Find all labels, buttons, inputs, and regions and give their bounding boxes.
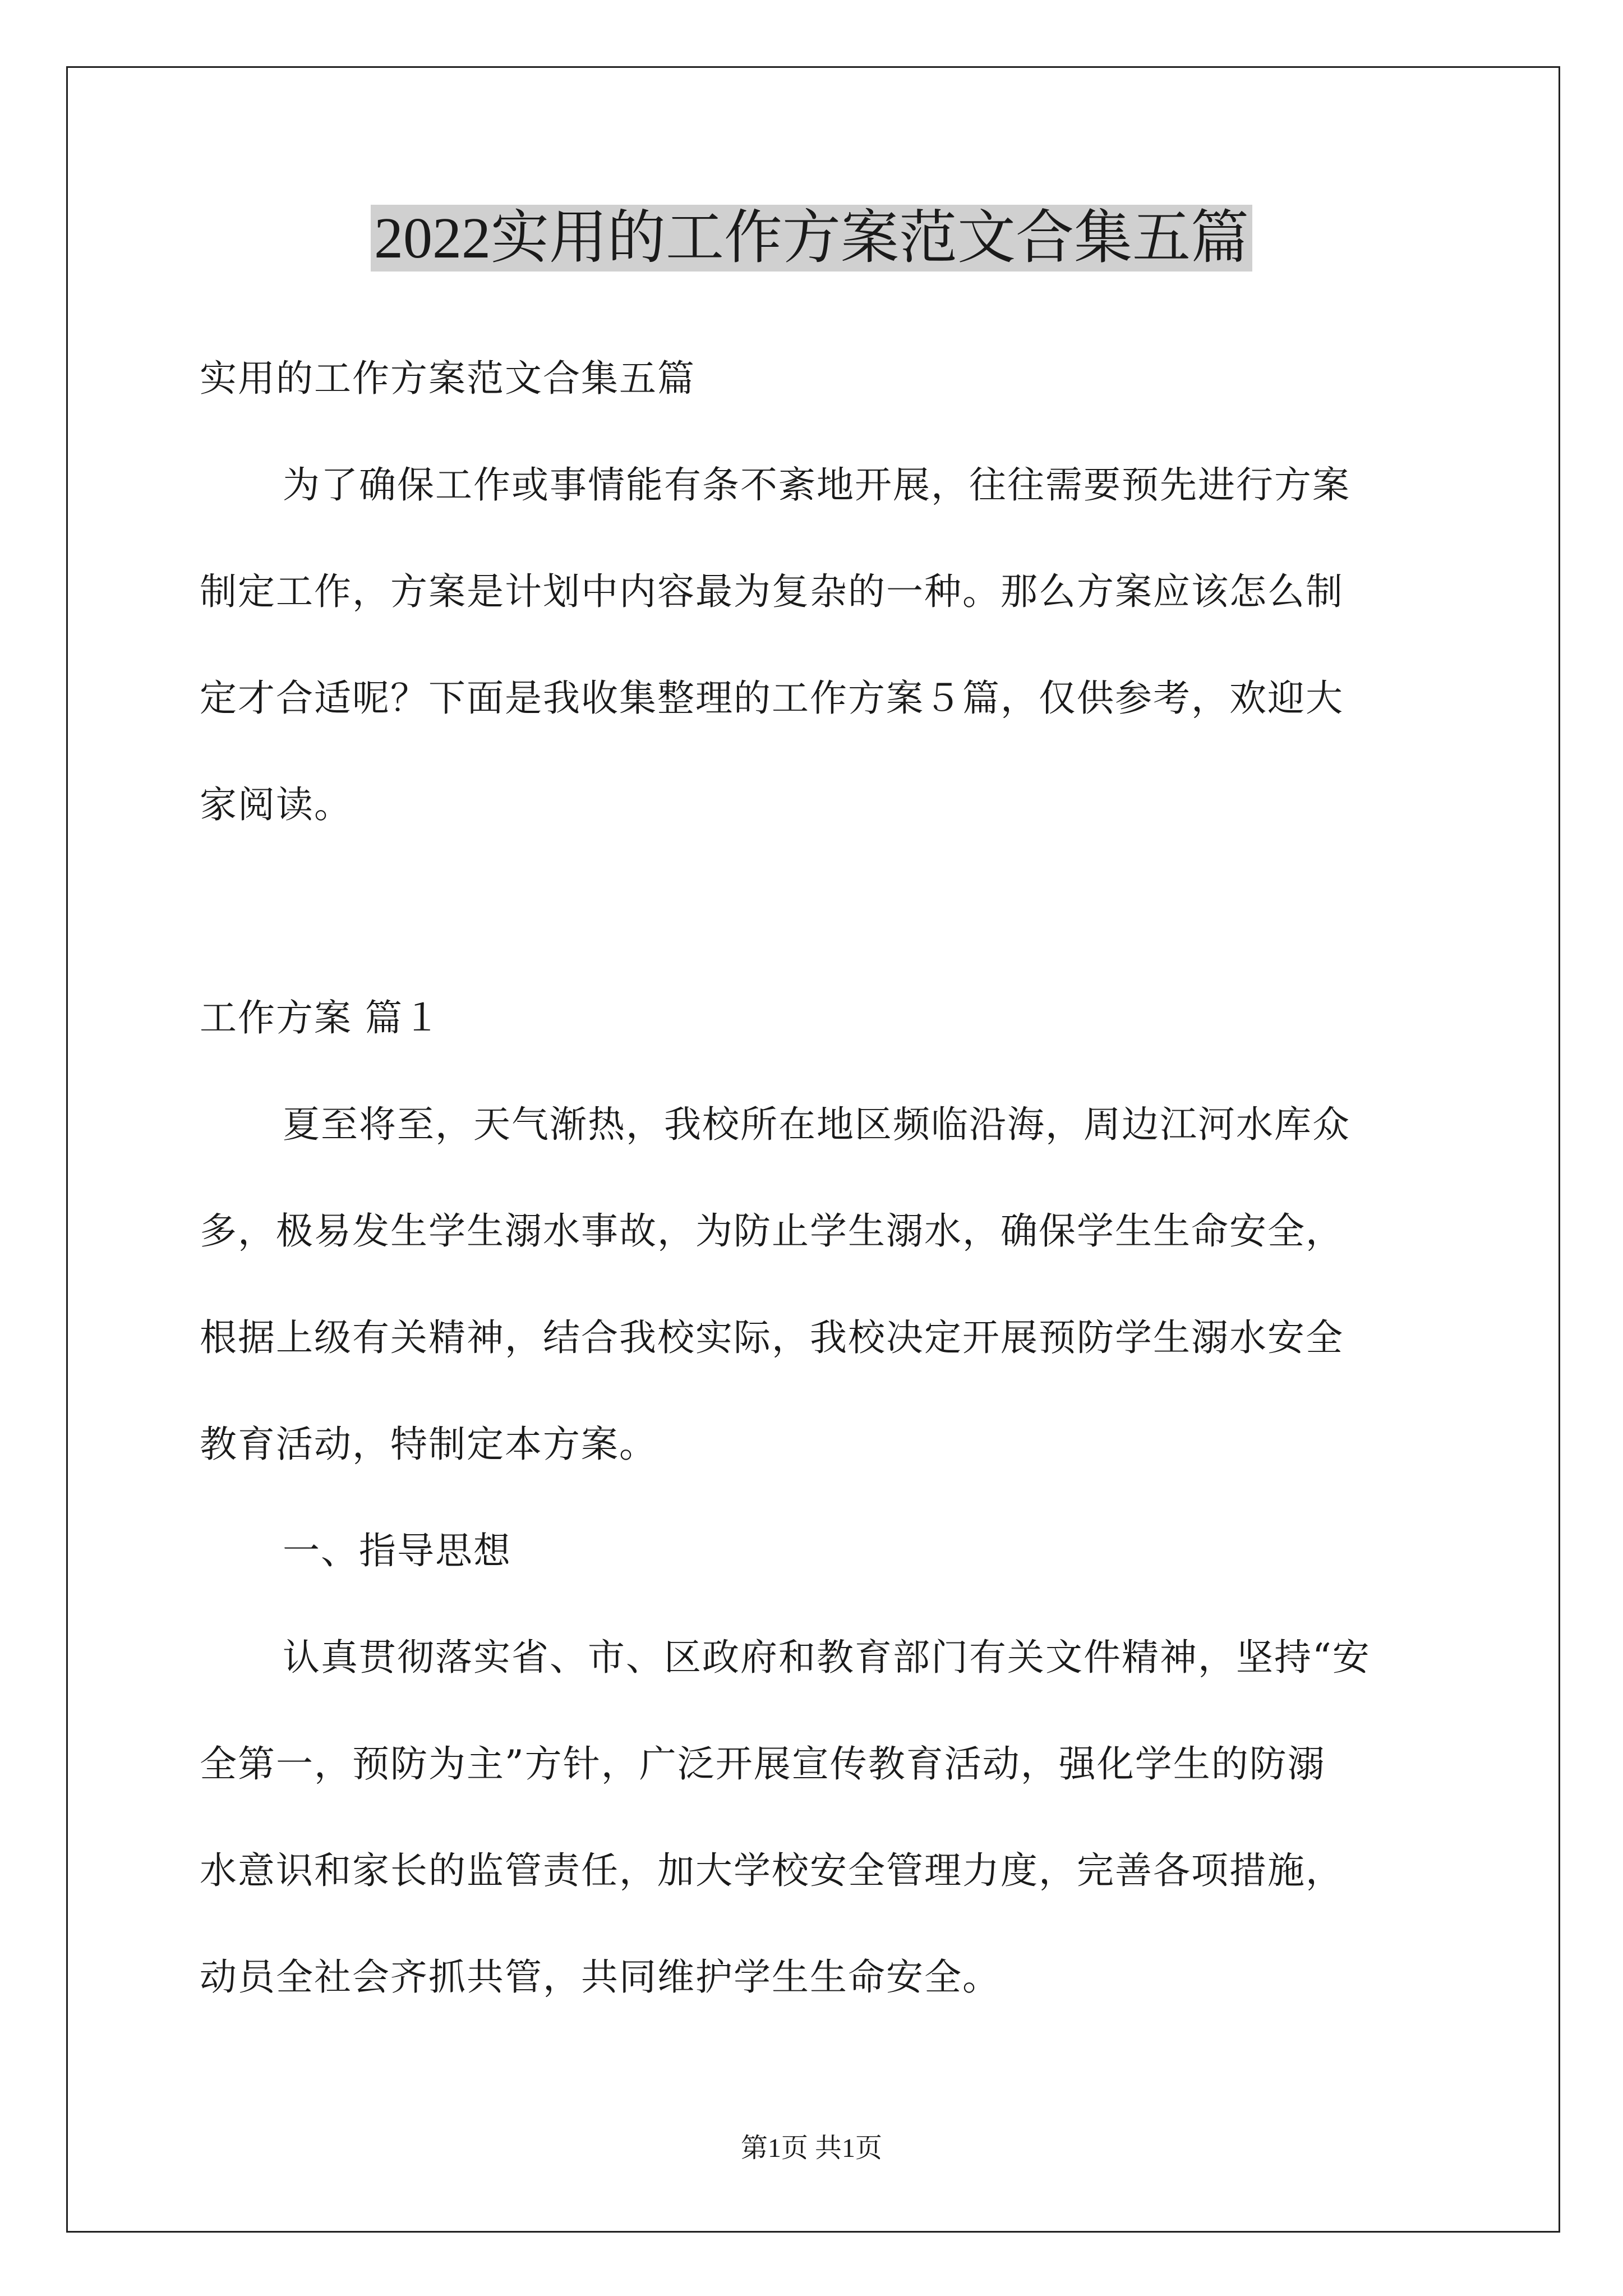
guiding-para-line-2: 全第一，预防为主”方针，广泛开展宣传教育活动，强化学生的防溺 <box>200 1742 1326 1786</box>
intro-line-1: 为了确保工作或事情能有条不紊地开展，往往需要预先进行方案 <box>283 463 1350 507</box>
page-footer: 第1页 共1页 <box>740 2133 882 2163</box>
document-title <box>0 199 1623 278</box>
guiding-heading: 一、指导思想 <box>283 1529 511 1572</box>
intro-line-4: 家阅读。 <box>200 783 352 826</box>
document-title-text: 2022实用的工作方案范文合集五篇 <box>371 205 1252 272</box>
guiding-para-line-4: 动员全社会齐抓共管，共同维护学生生命安全。 <box>200 1955 1000 1999</box>
guiding-para-line-1: 认真贯彻落实省、市、区政府和教育部门有关文件精神，坚持“安 <box>283 1636 1371 1679</box>
section-para-line-2: 多，极易发生学生溺水事故，为防止学生溺水，确保学生生命安全， <box>200 1209 1344 1253</box>
section-para-line-1: 夏至将至，天气渐热，我校所在地区频临沿海，周边江河水库众 <box>283 1103 1350 1146</box>
section-para-line-3: 根据上级有关精神，结合我校实际，我校决定开展预防学生溺水安全 <box>200 1316 1344 1359</box>
intro-line-2: 制定工作，方案是计划中内容最为复杂的一种。那么方案应该怎么制 <box>200 570 1344 613</box>
section-para-line-4: 教育活动，特制定本方案。 <box>200 1423 657 1466</box>
document-subtitle: 实用的工作方案范文合集五篇 <box>200 357 695 400</box>
section-heading: 工作方案 篇１ <box>200 996 441 1039</box>
intro-line-3: 定才合适呢？下面是我收集整理的工作方案５篇，仅供参考，欢迎大 <box>200 677 1344 720</box>
guiding-para-line-3: 水意识和家长的监管责任，加大学校安全管理力度，完善各项措施， <box>200 1849 1344 1892</box>
